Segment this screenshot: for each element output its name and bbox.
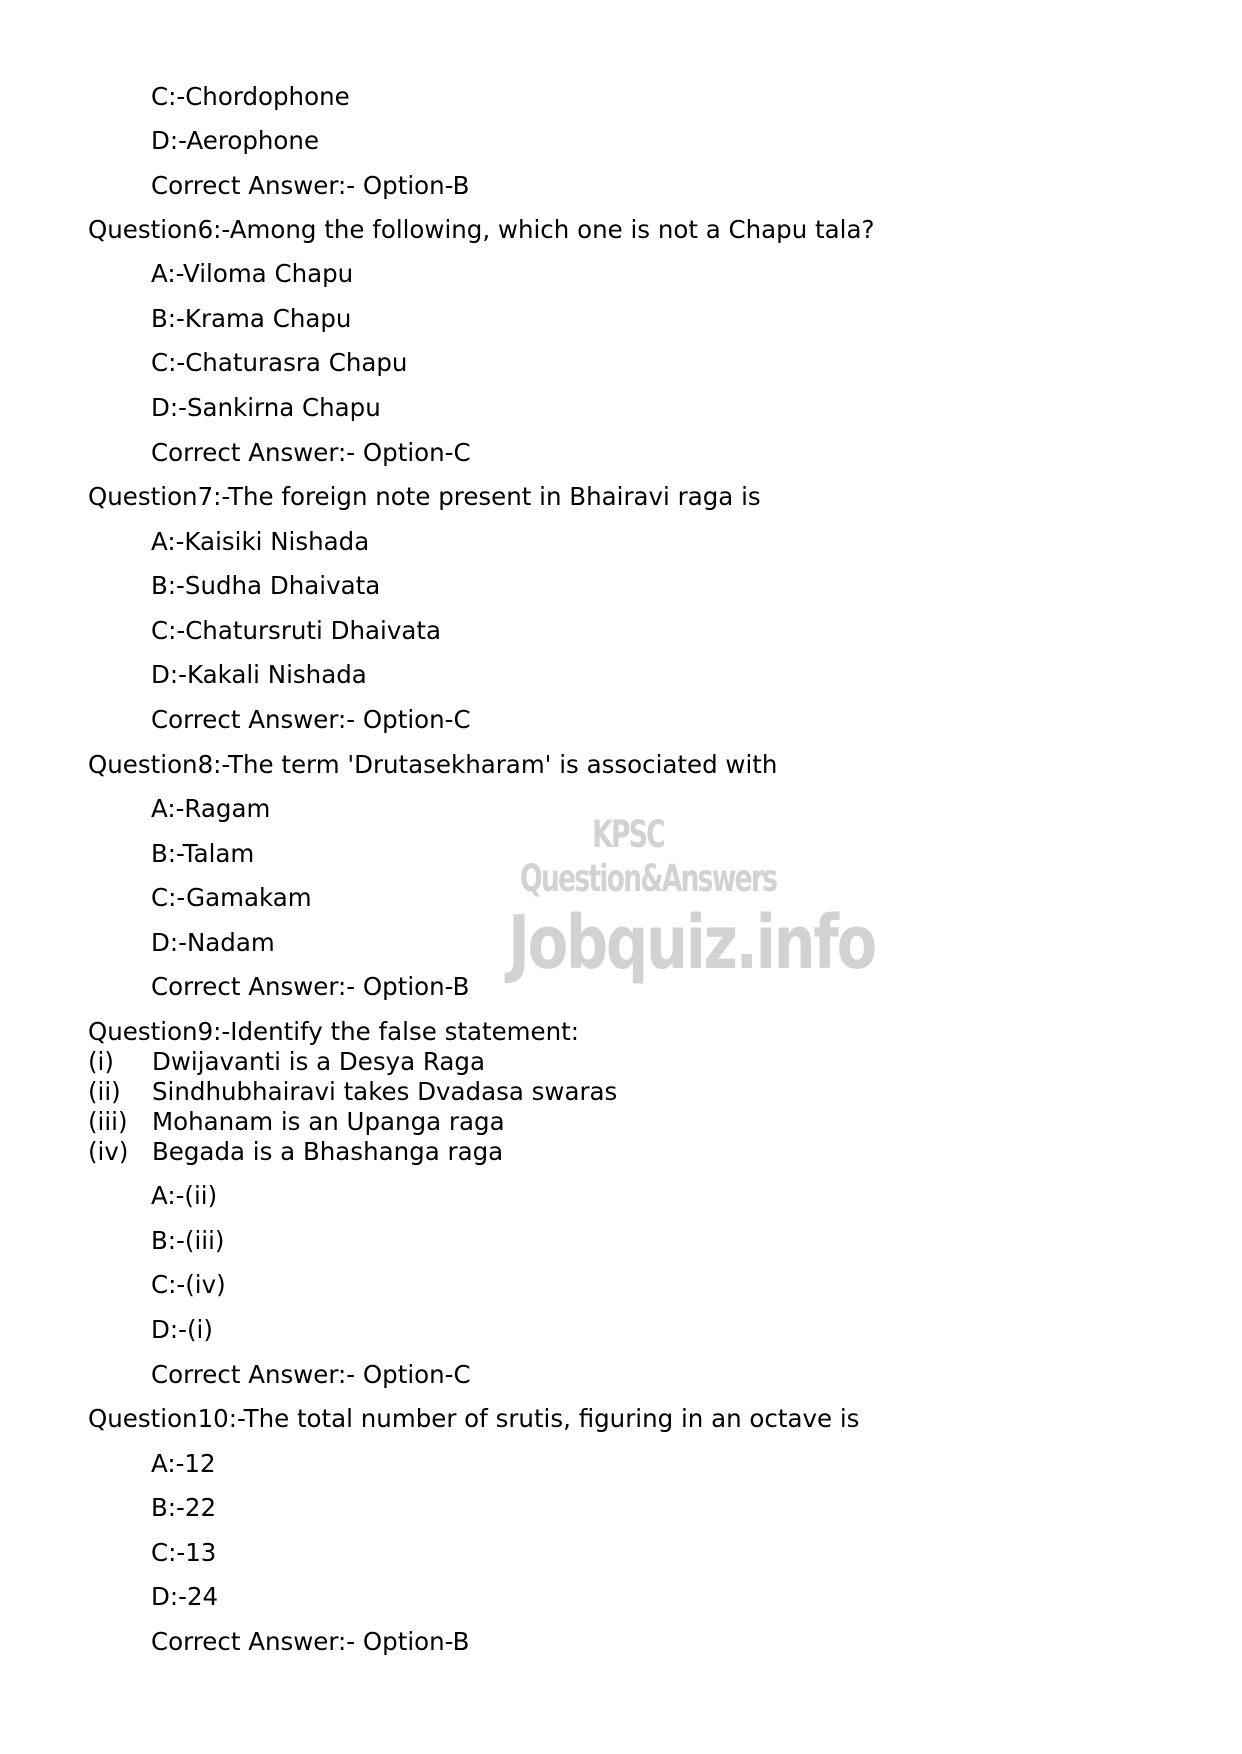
question-text: Question7:-The foreign note present in Bhairavi raga is	[88, 482, 761, 511]
option-text: D:-Sankirna Chapu	[151, 393, 381, 422]
statement-number: (ii)	[88, 1077, 121, 1106]
correct-answer: Correct Answer:- Option-C	[151, 1360, 471, 1389]
watermark-bottom-text: Jobquiz.info	[508, 900, 875, 986]
option-text: C:-13	[151, 1538, 217, 1567]
watermark	[478, 813, 875, 986]
correct-answer: Correct Answer:- Option-B	[151, 171, 470, 200]
correct-answer: Correct Answer:- Option-B	[151, 972, 470, 1001]
option-text: C:-Chaturasra Chapu	[151, 348, 408, 377]
option-text: A:-12	[151, 1449, 216, 1478]
correct-answer: Correct Answer:- Option-C	[151, 438, 471, 467]
option-text: D:-Nadam	[151, 928, 275, 957]
question-text: Question8:-The term 'Drutasekharam' is associated with	[88, 750, 778, 779]
option-text: C:-Chordophone	[151, 82, 350, 111]
watermark-top-text: KPSC Question&Answers	[520, 813, 777, 900]
statement-number: (i)	[88, 1047, 114, 1076]
statement-item	[88, 1137, 503, 1167]
option-text: A:-Viloma Chapu	[151, 259, 354, 288]
option-text: B:-22	[151, 1493, 217, 1522]
question-text: Question9:-Identify the false statement:	[88, 1017, 579, 1046]
statement-item	[88, 1077, 617, 1107]
statement-text: Sindhubhairavi takes Dvadasa swaras	[152, 1077, 618, 1106]
option-text: B:-Sudha Dhaivata	[151, 571, 381, 600]
option-text: D:-24	[151, 1582, 219, 1611]
statement-text: Begada is a Bhashanga raga	[152, 1137, 504, 1166]
statement-item	[88, 1107, 505, 1137]
option-text: C:-(iv)	[151, 1270, 226, 1299]
question-text: Question10:-The total number of srutis, figuring in an octave is	[88, 1404, 860, 1433]
option-text: B:-Talam	[151, 839, 255, 868]
correct-answer: Correct Answer:- Option-B	[151, 1627, 470, 1656]
option-text: B:-(iii)	[151, 1226, 225, 1255]
option-text: C:-Gamakam	[151, 883, 312, 912]
option-text: A:-Ragam	[151, 794, 271, 823]
statement-number: (iii)	[88, 1107, 128, 1136]
option-text: D:-Aerophone	[151, 126, 320, 155]
statement-item	[88, 1047, 485, 1077]
option-text: D:-(i)	[151, 1315, 213, 1344]
option-text: D:-Kakali Nishada	[151, 660, 367, 689]
statement-text: Dwijavanti is a Desya Raga	[152, 1047, 485, 1076]
statement-number: (iv)	[88, 1137, 129, 1166]
option-text: A:-(ii)	[151, 1181, 218, 1210]
statement-text: Mohanam is an Upanga raga	[152, 1107, 505, 1136]
correct-answer: Correct Answer:- Option-C	[151, 705, 471, 734]
question-text: Question6:-Among the following, which one is not a Chapu tala?	[88, 215, 875, 244]
option-text: C:-Chatursruti Dhaivata	[151, 616, 441, 645]
option-text: A:-Kaisiki Nishada	[151, 527, 370, 556]
option-text: B:-Krama Chapu	[151, 304, 352, 333]
